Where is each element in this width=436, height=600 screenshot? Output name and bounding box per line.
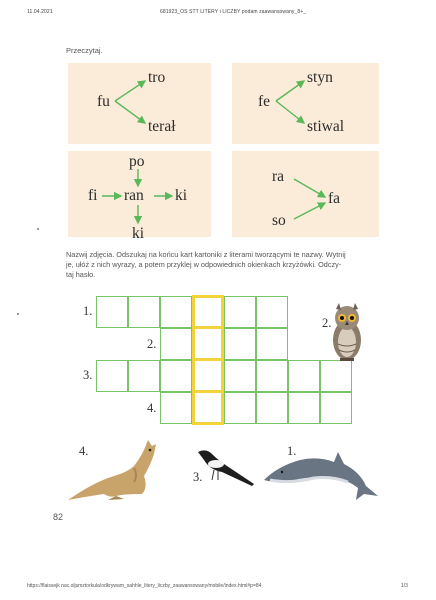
syllable-tro: tro: [148, 69, 166, 86]
crossword-cell[interactable]: [256, 392, 288, 424]
print-date: 11.04.2021: [27, 9, 53, 15]
crossword-cell[interactable]: [288, 392, 320, 424]
print-title: 681923_OS STT LITERY i LICZBY podam zaawansowany_8+_: [160, 9, 307, 15]
crossword-cell[interactable]: [160, 296, 192, 328]
syllable-stiwal: stiwal: [307, 118, 345, 135]
reading-instruction: Przeczytaj.: [66, 46, 103, 55]
kangaroo-number: 4.: [79, 444, 89, 458]
password-divider: [192, 326, 224, 329]
syllable-so: so: [272, 212, 286, 229]
owl-image: [326, 302, 368, 364]
syllable-ki-bottom: ki: [132, 225, 145, 242]
crossword-number-4: 4.: [147, 401, 157, 415]
crossword-cell[interactable]: [160, 392, 192, 424]
dolphin-image: [260, 440, 384, 502]
crossword-cell[interactable]: [256, 296, 288, 328]
task-line-3: taj hasło.: [66, 270, 96, 279]
owl-number: 2.: [322, 316, 332, 330]
page-number: 82: [53, 512, 64, 522]
crossword-cell[interactable]: [224, 392, 256, 424]
crossword-number-2: 2.: [147, 337, 157, 351]
crossword-cell[interactable]: [256, 360, 288, 392]
task-line-1: Nazwij zdjęcia. Odszukaj na końcu kart kartoniki z literami tworzącymi te nazwy. Wytnij: [66, 250, 346, 259]
crossword-cell[interactable]: [320, 392, 352, 424]
crossword-cell[interactable]: [224, 360, 256, 392]
crossword-cell[interactable]: [96, 360, 128, 392]
crossword-cell[interactable]: [160, 360, 192, 392]
password-divider: [192, 390, 224, 393]
footer-url: https://flaissejk nac.oljsmztorkula/odkrywam_sahhle_litery_liczby_zaawansowany/mobile/index.html#p=84: [27, 583, 262, 589]
crossword-number-1: 1.: [83, 304, 93, 318]
password-divider: [192, 358, 224, 361]
crossword-cell[interactable]: [128, 296, 160, 328]
syllable-ra: ra: [272, 168, 285, 185]
syllable-teral: terał: [148, 118, 176, 135]
crossword-cell[interactable]: [320, 360, 352, 392]
crossword-cell[interactable]: [288, 360, 320, 392]
syllable-fu: fu: [97, 93, 110, 110]
syllable-fa: fa: [328, 190, 341, 207]
footer-page-count: 1/3: [401, 583, 408, 589]
dolphin-number: 1.: [287, 444, 297, 458]
crossword-cell[interactable]: [224, 296, 256, 328]
crossword-cell[interactable]: [96, 296, 128, 328]
crossword-number-3: 3.: [83, 368, 93, 382]
task-line-2: je, ułóż z nich wyrazy, a potem przyklej w odpowiednich okienkach krzyżówki. Odczy-: [66, 260, 342, 269]
syllable-po: po: [129, 153, 145, 170]
syllable-fe: fe: [258, 93, 271, 110]
crossword-cell[interactable]: [256, 328, 288, 360]
magpie-number: 3.: [193, 470, 203, 484]
magpie-image: [196, 446, 258, 488]
crossword-cell[interactable]: [128, 360, 160, 392]
syllable-ki-right: ki: [175, 187, 188, 204]
crossword-cell[interactable]: [160, 328, 192, 360]
kangaroo-image: [64, 436, 162, 502]
syllable-ran: ran: [124, 187, 144, 204]
syllable-fi: fi: [88, 187, 98, 204]
syllable-styn: styn: [307, 69, 333, 86]
crossword-cell[interactable]: [224, 328, 256, 360]
